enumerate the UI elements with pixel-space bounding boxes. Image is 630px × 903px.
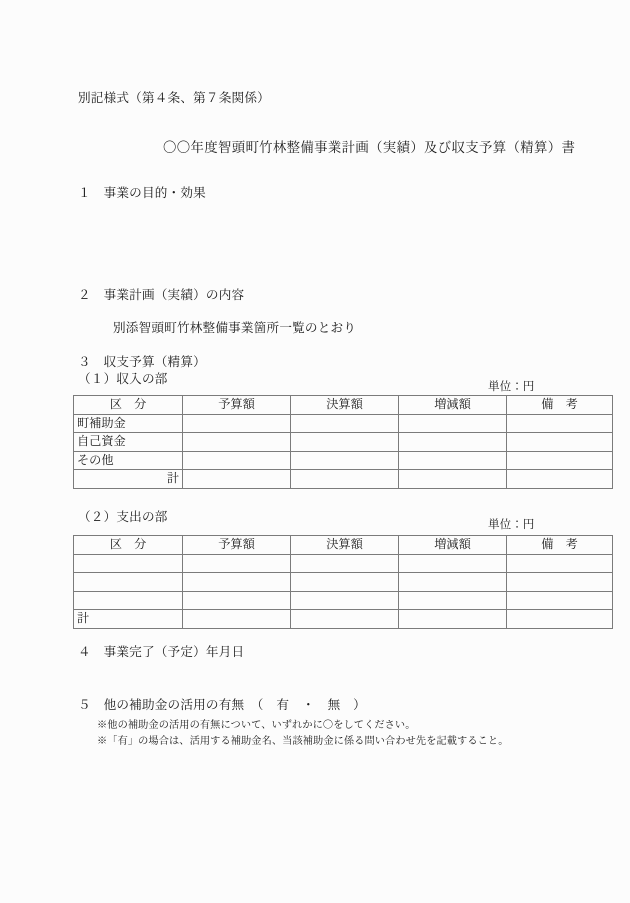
cell-budget[interactable] — [183, 573, 291, 592]
cell-budget[interactable] — [183, 591, 291, 610]
column-header-kubun: 区 分 — [74, 396, 183, 415]
column-header-settled: 決算額 — [291, 396, 399, 415]
column-header-remarks: 備 考 — [507, 536, 613, 555]
column-header-diff: 増減額 — [399, 536, 507, 555]
cell-kubun[interactable] — [74, 573, 183, 592]
cell-total-remarks[interactable] — [507, 610, 613, 629]
cell-budget[interactable] — [183, 414, 291, 433]
expense-unit-label: 単位：円 — [488, 518, 535, 531]
section-3-expense-subheading: （２）支出の部 — [78, 510, 168, 524]
cell-diff[interactable] — [399, 451, 507, 470]
cell-budget[interactable] — [183, 554, 291, 573]
cell-remarks[interactable] — [507, 451, 613, 470]
section-4-heading: ４ 事業完了（予定）年月日 — [78, 645, 245, 659]
expense-table — [73, 535, 613, 629]
section-2-heading: ２ 事業計画（実績）の内容 — [78, 288, 245, 302]
section-5-note-yes-instruction: ※「有」の場合は、活用する補助金名、当該補助金に係る問い合わせ先を記載すること。 — [97, 736, 509, 747]
cell-kubun[interactable] — [74, 554, 183, 573]
table-row — [74, 554, 613, 573]
section-3-income-subheading: （１）収入の部 — [78, 372, 168, 386]
section-5-note-circle-instruction: ※他の補助金の活用の有無について、いずれかに〇をしてください。 — [97, 720, 416, 731]
cell-total-diff[interactable] — [399, 610, 507, 629]
cell-diff[interactable] — [399, 414, 507, 433]
cell-settled[interactable] — [291, 451, 399, 470]
cell-settled[interactable] — [291, 414, 399, 433]
section-5-heading: ５ 他の補助金の活用の有無 （ 有 ・ 無 ） — [78, 698, 366, 712]
cell-total-settled[interactable] — [291, 610, 399, 629]
column-header-settled: 決算額 — [291, 536, 399, 555]
section-3-heading: ３ 収支予算（精算） — [78, 355, 206, 369]
row-label-town-subsidy: 町補助金 — [74, 414, 183, 433]
document-title: 〇〇年度智頭町竹林整備事業計画（実績）及び収支予算（精算）書 — [163, 140, 576, 155]
cell-remarks[interactable] — [507, 573, 613, 592]
cell-diff[interactable] — [399, 554, 507, 573]
column-header-diff: 増減額 — [399, 396, 507, 415]
section-2-note: 別添智頭町竹林整備事業箇所一覧のとおり — [113, 321, 357, 335]
cell-budget[interactable] — [183, 451, 291, 470]
income-table — [73, 395, 613, 489]
cell-remarks[interactable] — [507, 554, 613, 573]
table-header-row — [74, 536, 613, 555]
income-unit-label: 単位：円 — [488, 380, 535, 393]
row-label-total: 計 — [74, 470, 183, 489]
table-row — [74, 433, 613, 452]
cell-settled[interactable] — [291, 573, 399, 592]
cell-settled[interactable] — [291, 433, 399, 452]
cell-total-budget[interactable] — [183, 610, 291, 629]
column-header-remarks: 備 考 — [507, 396, 613, 415]
cell-diff[interactable] — [399, 433, 507, 452]
table-total-row — [74, 610, 613, 629]
row-label-other: その他 — [74, 451, 183, 470]
form-code-label: 別記様式（第４条、第７条関係） — [78, 91, 270, 105]
cell-total-settled[interactable] — [291, 470, 399, 489]
cell-settled[interactable] — [291, 554, 399, 573]
cell-diff[interactable] — [399, 573, 507, 592]
table-total-row — [74, 470, 613, 489]
cell-remarks[interactable] — [507, 414, 613, 433]
table-row — [74, 591, 613, 610]
table-row — [74, 451, 613, 470]
row-label-own-funds: 自己資金 — [74, 433, 183, 452]
table-row — [74, 414, 613, 433]
table-row — [74, 573, 613, 592]
cell-remarks[interactable] — [507, 591, 613, 610]
cell-remarks[interactable] — [507, 433, 613, 452]
cell-total-diff[interactable] — [399, 470, 507, 489]
cell-budget[interactable] — [183, 433, 291, 452]
column-header-budget: 予算額 — [183, 536, 291, 555]
section-1-heading: １ 事業の目的・効果 — [78, 186, 206, 200]
cell-settled[interactable] — [291, 591, 399, 610]
column-header-kubun: 区 分 — [74, 536, 183, 555]
cell-diff[interactable] — [399, 591, 507, 610]
column-header-budget: 予算額 — [183, 396, 291, 415]
cell-kubun[interactable] — [74, 591, 183, 610]
cell-total-budget[interactable] — [183, 470, 291, 489]
cell-total-remarks[interactable] — [507, 470, 613, 489]
table-header-row — [74, 396, 613, 415]
row-label-total: 計 — [74, 610, 183, 629]
